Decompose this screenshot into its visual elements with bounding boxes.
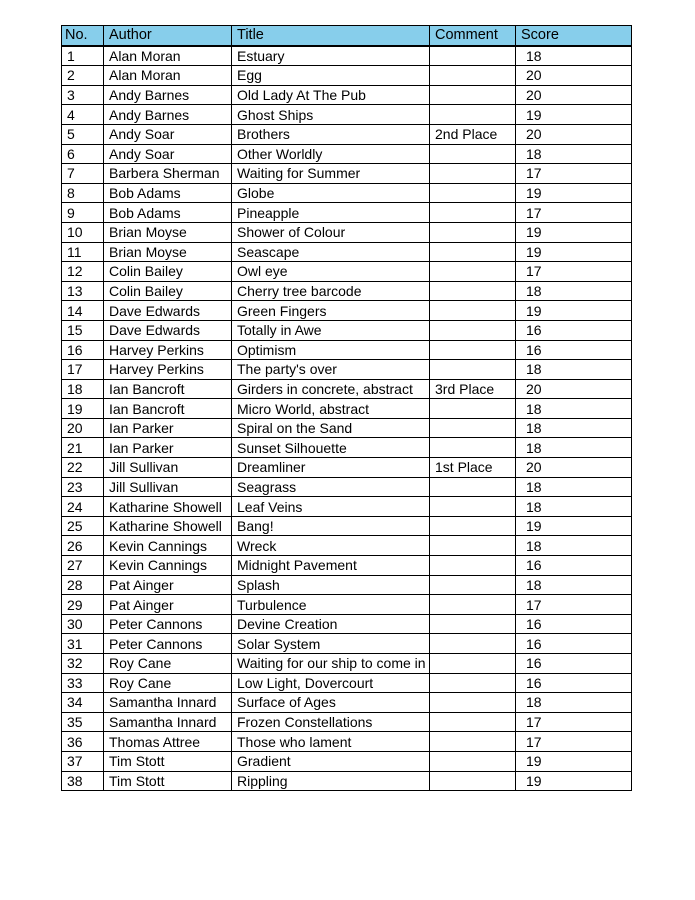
- cell-comment: [430, 105, 516, 125]
- cell-score: 19: [516, 222, 632, 242]
- cell-no: 14: [62, 301, 104, 321]
- table-row: [62, 516, 632, 536]
- cell-score: 17: [516, 732, 632, 752]
- cell-author: Brian Moyse: [104, 242, 232, 262]
- cell-comment: 3rd Place: [430, 379, 516, 399]
- header-no: No.: [62, 26, 104, 46]
- cell-author: Bob Adams: [104, 203, 232, 223]
- cell-comment: [430, 418, 516, 438]
- cell-comment: [430, 399, 516, 419]
- table-body: [62, 46, 632, 791]
- cell-comment: [430, 360, 516, 380]
- cell-title: Those who lament: [232, 732, 430, 752]
- cell-score: 16: [516, 654, 632, 674]
- cell-title: Bang!: [232, 516, 430, 536]
- cell-no: 12: [62, 262, 104, 282]
- table-row: [62, 732, 632, 752]
- cell-no: 4: [62, 105, 104, 125]
- cell-score: 16: [516, 556, 632, 576]
- cell-comment: [430, 438, 516, 458]
- cell-score: 19: [516, 301, 632, 321]
- cell-author: Kevin Cannings: [104, 536, 232, 556]
- cell-score: 19: [516, 105, 632, 125]
- table-row: [62, 497, 632, 517]
- cell-score: 18: [516, 438, 632, 458]
- cell-comment: 1st Place: [430, 458, 516, 478]
- cell-title: Pineapple: [232, 203, 430, 223]
- cell-title: Brothers: [232, 124, 430, 144]
- cell-author: Alan Moran: [104, 66, 232, 86]
- cell-no: 37: [62, 751, 104, 771]
- cell-author: Harvey Perkins: [104, 360, 232, 380]
- cell-author: Kevin Cannings: [104, 556, 232, 576]
- table-row: [62, 751, 632, 771]
- cell-title: Waiting for our ship to come in: [232, 654, 430, 674]
- cell-score: 18: [516, 144, 632, 164]
- table-row: [62, 771, 632, 791]
- cell-score: 19: [516, 771, 632, 791]
- cell-author: Tim Stott: [104, 751, 232, 771]
- cell-no: 33: [62, 673, 104, 693]
- cell-author: Dave Edwards: [104, 301, 232, 321]
- cell-no: 16: [62, 340, 104, 360]
- cell-no: 28: [62, 575, 104, 595]
- cell-comment: [430, 732, 516, 752]
- cell-title: Shower of Colour: [232, 222, 430, 242]
- cell-author: Roy Cane: [104, 654, 232, 674]
- cell-author: Peter Cannons: [104, 634, 232, 654]
- cell-author: Samantha Innard: [104, 712, 232, 732]
- cell-title: Midnight Pavement: [232, 556, 430, 576]
- table-row: [62, 320, 632, 340]
- cell-author: Andy Barnes: [104, 105, 232, 125]
- cell-no: 35: [62, 712, 104, 732]
- table-row: [62, 556, 632, 576]
- cell-no: 18: [62, 379, 104, 399]
- cell-author: Tim Stott: [104, 771, 232, 791]
- cell-comment: [430, 85, 516, 105]
- cell-title: Seagrass: [232, 477, 430, 497]
- header-author: Author: [104, 26, 232, 46]
- cell-score: 17: [516, 203, 632, 223]
- header-title: Title: [232, 26, 430, 46]
- cell-score: 19: [516, 183, 632, 203]
- cell-author: Samantha Innard: [104, 693, 232, 713]
- cell-comment: 2nd Place: [430, 124, 516, 144]
- cell-no: 21: [62, 438, 104, 458]
- cell-author: Colin Bailey: [104, 281, 232, 301]
- cell-title: Owl eye: [232, 262, 430, 282]
- cell-author: Colin Bailey: [104, 262, 232, 282]
- cell-title: Splash: [232, 575, 430, 595]
- cell-title: Spiral on the Sand: [232, 418, 430, 438]
- cell-comment: [430, 203, 516, 223]
- table-row: [62, 654, 632, 674]
- cell-score: 17: [516, 262, 632, 282]
- cell-comment: [430, 771, 516, 791]
- cell-score: 19: [516, 516, 632, 536]
- cell-no: 23: [62, 477, 104, 497]
- cell-score: 19: [516, 751, 632, 771]
- table-row: [62, 575, 632, 595]
- cell-no: 15: [62, 320, 104, 340]
- table-row: [62, 301, 632, 321]
- table-row: [62, 418, 632, 438]
- cell-score: 18: [516, 281, 632, 301]
- cell-score: 17: [516, 712, 632, 732]
- table-row: [62, 595, 632, 615]
- cell-comment: [430, 144, 516, 164]
- cell-title: Seascape: [232, 242, 430, 262]
- cell-author: Andy Soar: [104, 144, 232, 164]
- cell-no: 5: [62, 124, 104, 144]
- cell-author: Roy Cane: [104, 673, 232, 693]
- table-row: [62, 124, 632, 144]
- cell-no: 38: [62, 771, 104, 791]
- cell-author: Barbera Sherman: [104, 164, 232, 184]
- cell-author: Ian Parker: [104, 438, 232, 458]
- cell-no: 19: [62, 399, 104, 419]
- table-row: [62, 693, 632, 713]
- cell-author: Harvey Perkins: [104, 340, 232, 360]
- cell-score: 18: [516, 418, 632, 438]
- cell-score: 18: [516, 46, 632, 66]
- cell-comment: [430, 66, 516, 86]
- cell-comment: [430, 634, 516, 654]
- cell-title: Sunset Silhouette: [232, 438, 430, 458]
- cell-no: 31: [62, 634, 104, 654]
- cell-title: Leaf Veins: [232, 497, 430, 517]
- cell-score: 16: [516, 340, 632, 360]
- cell-no: 25: [62, 516, 104, 536]
- cell-no: 9: [62, 203, 104, 223]
- table-row: [62, 105, 632, 125]
- cell-no: 2: [62, 66, 104, 86]
- results-table: [61, 25, 632, 791]
- cell-author: Pat Ainger: [104, 595, 232, 615]
- cell-title: Optimism: [232, 340, 430, 360]
- table-row: [62, 66, 632, 86]
- cell-comment: [430, 614, 516, 634]
- cell-score: 20: [516, 458, 632, 478]
- cell-title: Turbulence: [232, 595, 430, 615]
- cell-comment: [430, 536, 516, 556]
- cell-comment: [430, 320, 516, 340]
- table-header: [62, 26, 632, 46]
- cell-no: 11: [62, 242, 104, 262]
- table-row: [62, 379, 632, 399]
- cell-title: Green Fingers: [232, 301, 430, 321]
- cell-score: 18: [516, 497, 632, 517]
- cell-title: Globe: [232, 183, 430, 203]
- cell-author: Thomas Attree: [104, 732, 232, 752]
- cell-no: 20: [62, 418, 104, 438]
- cell-title: Estuary: [232, 46, 430, 66]
- cell-comment: [430, 164, 516, 184]
- cell-comment: [430, 340, 516, 360]
- table-row: [62, 85, 632, 105]
- cell-comment: [430, 516, 516, 536]
- cell-score: 18: [516, 477, 632, 497]
- cell-score: 18: [516, 536, 632, 556]
- cell-title: Old Lady At The Pub: [232, 85, 430, 105]
- cell-comment: [430, 46, 516, 66]
- cell-no: 6: [62, 144, 104, 164]
- cell-title: Surface of Ages: [232, 693, 430, 713]
- cell-author: Andy Barnes: [104, 85, 232, 105]
- cell-title: Girders in concrete, abstract: [232, 379, 430, 399]
- cell-comment: [430, 222, 516, 242]
- cell-score: 20: [516, 66, 632, 86]
- cell-comment: [430, 242, 516, 262]
- cell-author: Dave Edwards: [104, 320, 232, 340]
- header-row: [62, 26, 632, 46]
- cell-no: 34: [62, 693, 104, 713]
- cell-no: 30: [62, 614, 104, 634]
- cell-title: Other Worldly: [232, 144, 430, 164]
- header-comment: Comment: [430, 26, 516, 46]
- cell-score: 19: [516, 242, 632, 262]
- cell-score: 16: [516, 634, 632, 654]
- cell-comment: [430, 751, 516, 771]
- cell-author: Katharine Showell: [104, 516, 232, 536]
- cell-comment: [430, 654, 516, 674]
- cell-score: 16: [516, 320, 632, 340]
- cell-comment: [430, 575, 516, 595]
- table-row: [62, 164, 632, 184]
- cell-no: 24: [62, 497, 104, 517]
- table-row: [62, 242, 632, 262]
- table-row: [62, 712, 632, 732]
- cell-no: 27: [62, 556, 104, 576]
- table-row: [62, 438, 632, 458]
- cell-no: 7: [62, 164, 104, 184]
- cell-comment: [430, 712, 516, 732]
- cell-no: 36: [62, 732, 104, 752]
- cell-author: Pat Ainger: [104, 575, 232, 595]
- cell-title: Wreck: [232, 536, 430, 556]
- cell-author: Jill Sullivan: [104, 477, 232, 497]
- cell-title: Egg: [232, 66, 430, 86]
- table-row: [62, 281, 632, 301]
- cell-score: 16: [516, 614, 632, 634]
- cell-no: 17: [62, 360, 104, 380]
- cell-comment: [430, 673, 516, 693]
- cell-title: Rippling: [232, 771, 430, 791]
- cell-score: 20: [516, 124, 632, 144]
- cell-no: 13: [62, 281, 104, 301]
- cell-comment: [430, 183, 516, 203]
- cell-author: Brian Moyse: [104, 222, 232, 242]
- table-row: [62, 360, 632, 380]
- cell-comment: [430, 595, 516, 615]
- cell-author: Bob Adams: [104, 183, 232, 203]
- cell-title: Micro World, abstract: [232, 399, 430, 419]
- table-row: [62, 183, 632, 203]
- cell-score: 18: [516, 575, 632, 595]
- cell-comment: [430, 262, 516, 282]
- cell-title: Gradient: [232, 751, 430, 771]
- table-row: [62, 340, 632, 360]
- table-row: [62, 222, 632, 242]
- cell-author: Ian Bancroft: [104, 399, 232, 419]
- cell-score: 20: [516, 379, 632, 399]
- cell-title: Devine Creation: [232, 614, 430, 634]
- cell-score: 17: [516, 164, 632, 184]
- cell-comment: [430, 693, 516, 713]
- cell-score: 18: [516, 360, 632, 380]
- cell-no: 10: [62, 222, 104, 242]
- cell-author: Alan Moran: [104, 46, 232, 66]
- cell-author: Ian Parker: [104, 418, 232, 438]
- cell-title: Cherry tree barcode: [232, 281, 430, 301]
- table-row: [62, 262, 632, 282]
- table-row: [62, 46, 632, 66]
- cell-title: The party's over: [232, 360, 430, 380]
- cell-score: 20: [516, 85, 632, 105]
- cell-author: Jill Sullivan: [104, 458, 232, 478]
- cell-score: 18: [516, 399, 632, 419]
- cell-author: Andy Soar: [104, 124, 232, 144]
- table-row: [62, 634, 632, 654]
- cell-title: Totally in Awe: [232, 320, 430, 340]
- cell-comment: [430, 556, 516, 576]
- cell-score: 16: [516, 673, 632, 693]
- cell-no: 3: [62, 85, 104, 105]
- table-row: [62, 144, 632, 164]
- cell-author: Katharine Showell: [104, 497, 232, 517]
- cell-no: 29: [62, 595, 104, 615]
- cell-comment: [430, 477, 516, 497]
- cell-title: Solar System: [232, 634, 430, 654]
- table-row: [62, 536, 632, 556]
- table-row: [62, 673, 632, 693]
- cell-no: 26: [62, 536, 104, 556]
- table-row: [62, 458, 632, 478]
- cell-title: Frozen Constellations: [232, 712, 430, 732]
- cell-no: 22: [62, 458, 104, 478]
- cell-author: Ian Bancroft: [104, 379, 232, 399]
- cell-comment: [430, 281, 516, 301]
- table-row: [62, 203, 632, 223]
- cell-author: Peter Cannons: [104, 614, 232, 634]
- cell-comment: [430, 497, 516, 517]
- cell-no: 32: [62, 654, 104, 674]
- table-row: [62, 614, 632, 634]
- cell-score: 18: [516, 693, 632, 713]
- table-row: [62, 399, 632, 419]
- cell-title: Ghost Ships: [232, 105, 430, 125]
- cell-title: Waiting for Summer: [232, 164, 430, 184]
- cell-title: Dreamliner: [232, 458, 430, 478]
- header-score: Score: [516, 26, 632, 46]
- cell-comment: [430, 301, 516, 321]
- cell-no: 8: [62, 183, 104, 203]
- cell-score: 17: [516, 595, 632, 615]
- cell-title: Low Light, Dovercourt: [232, 673, 430, 693]
- table-row: [62, 477, 632, 497]
- cell-no: 1: [62, 46, 104, 66]
